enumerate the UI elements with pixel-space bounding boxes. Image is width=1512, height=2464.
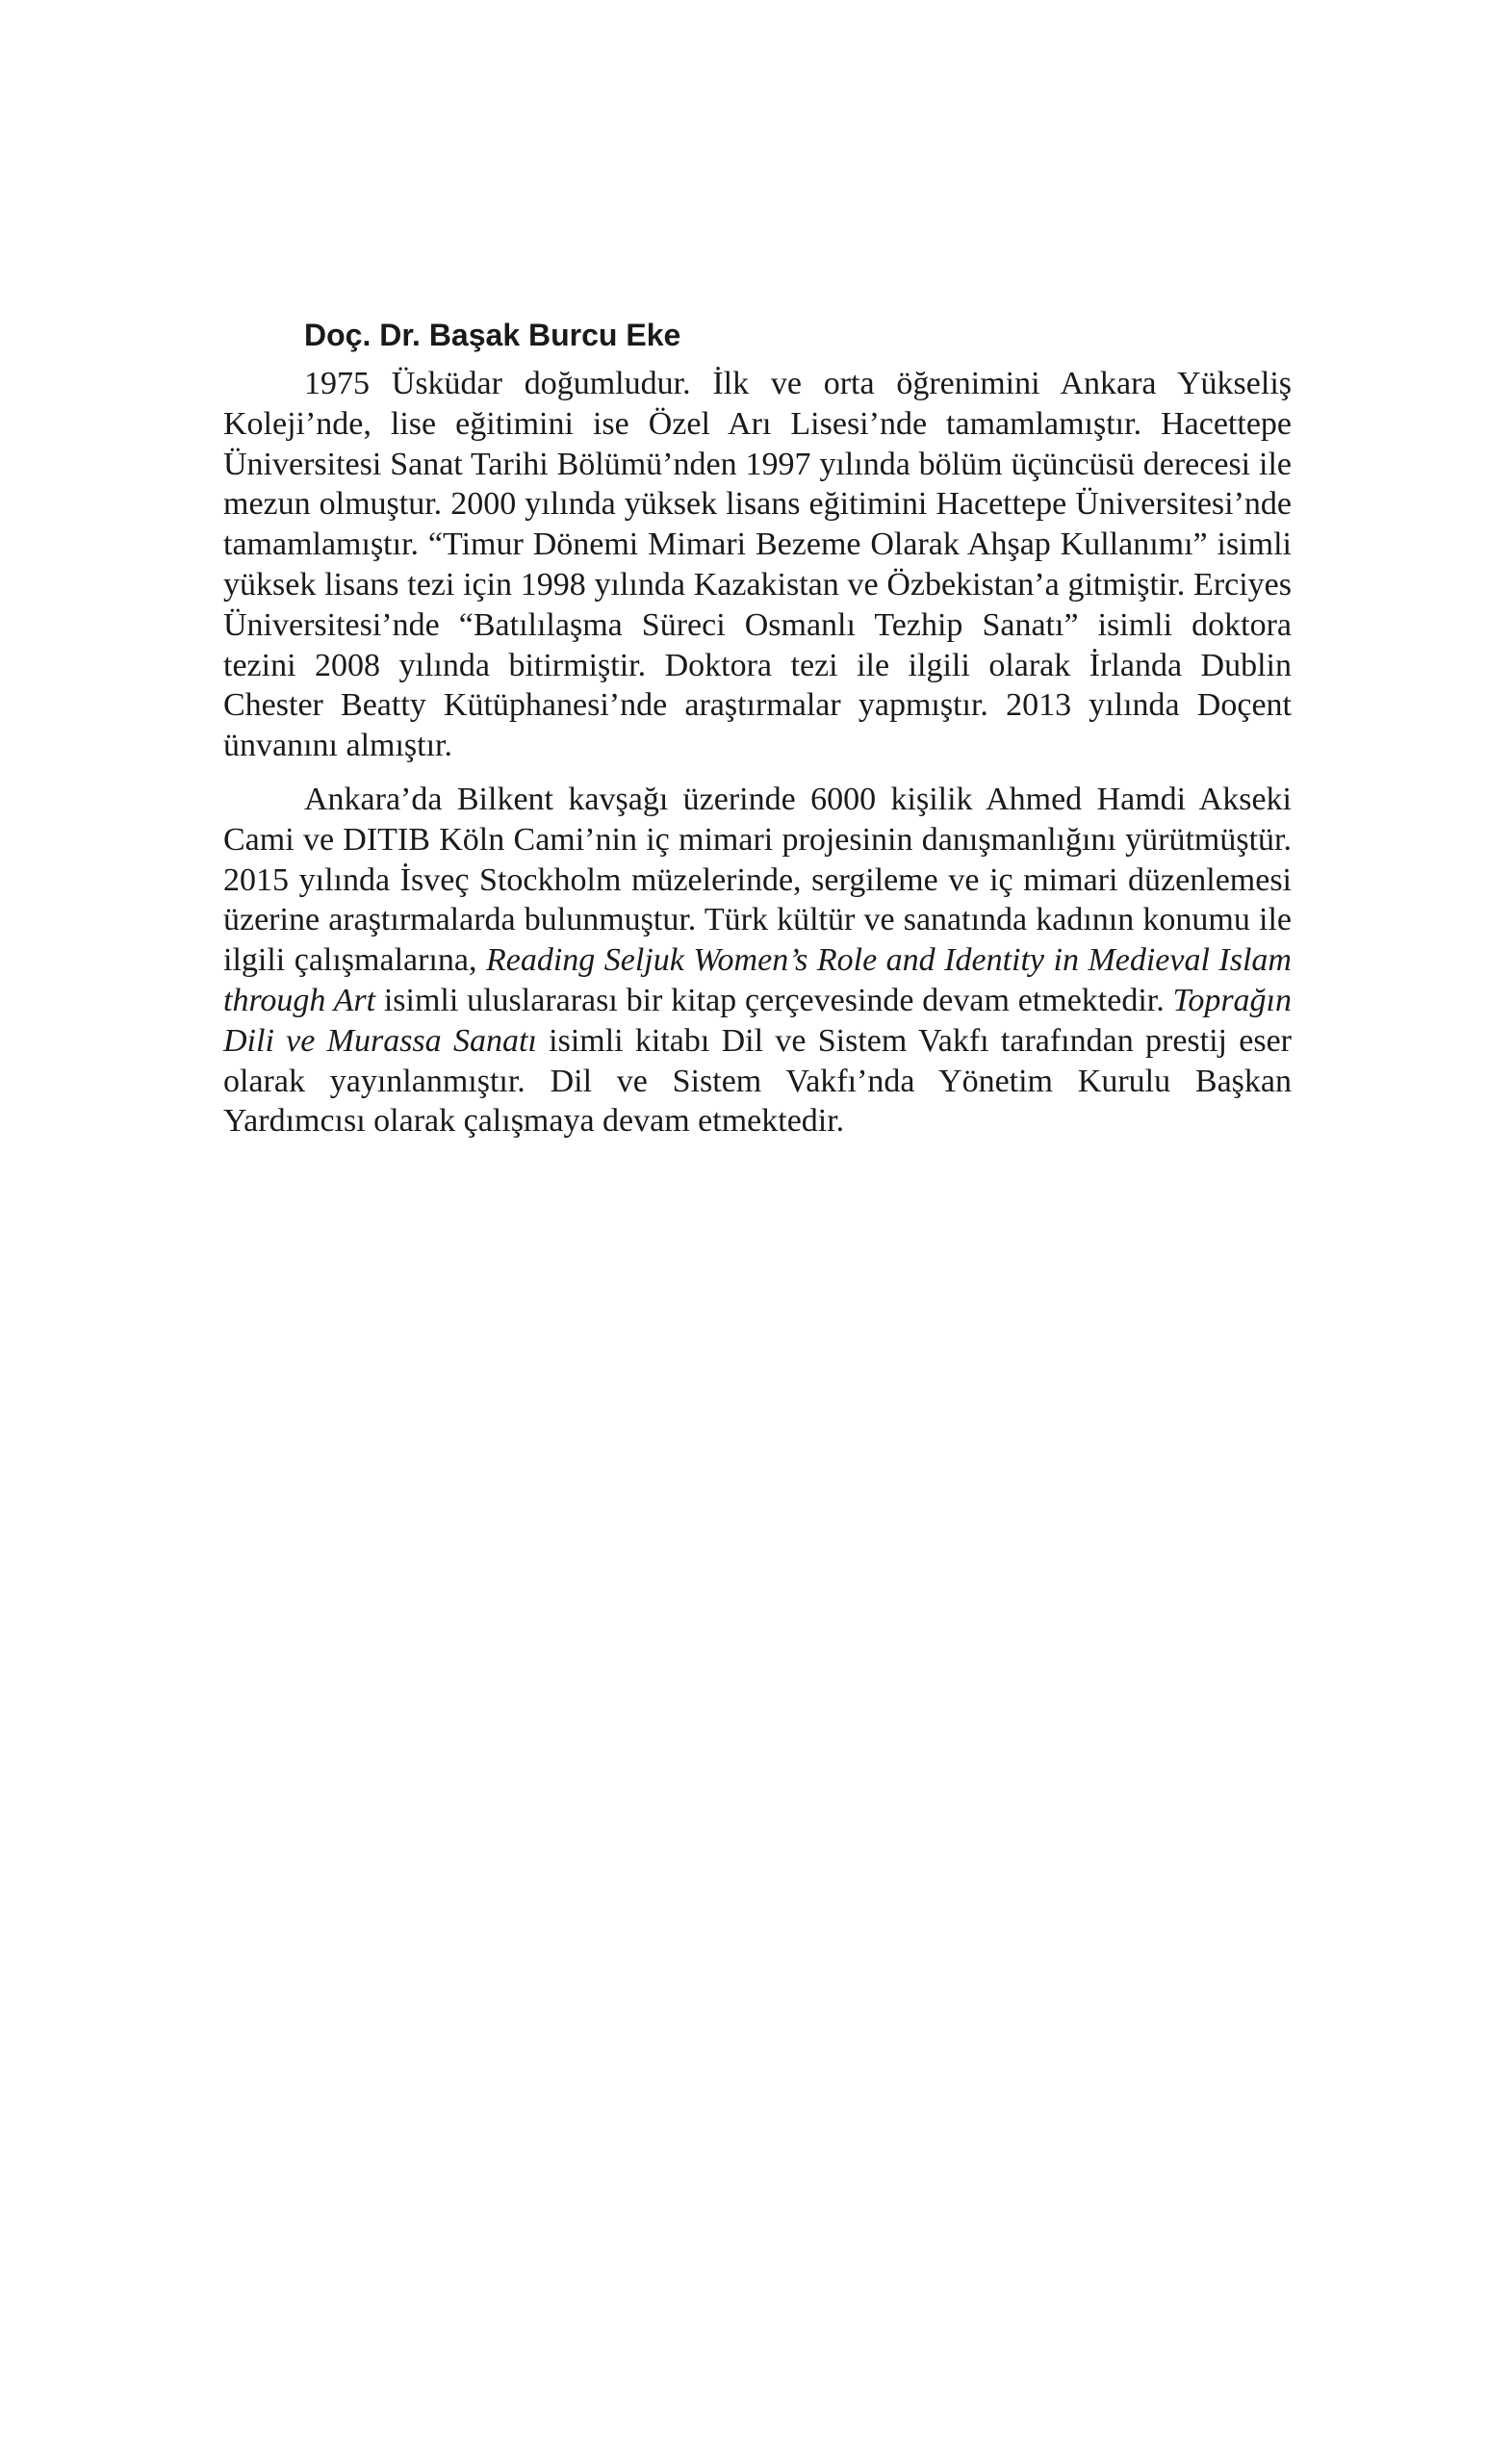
book-title-topragin-dili: Toprağın Dili ve Murassa Sanatı (223, 982, 1292, 1059)
biography-paragraph-1: 1975 Üsküdar doğumludur. İlk ve orta öğrenimini Ankara Yükseliş Koleji’nde, lise eğitimini ise Özel Arı Lisesi’nde tamamlamıştır. Hacettepe Üniversitesi Sanat Tarihi Bölümü’nden 1997 yılında bölüm üçüncüsü derecesi ile mezun olmuştur. 2000 yılında yüksek lisans eğitimini Hacettepe Üniversitesi’nde tamamlamıştır. “Timur Dönemi Mimari Bezeme Olarak Ahşap Kullanımı” isimli yüksek lisans tezi için 1998 yılında Kazakistan ve Özbekistan’a gitmiştir. Erciyes Üniversitesi’nde “Batılılaşma Süreci Osmanlı Tezhip Sanatı” isimli doktora tezini 2008 yılında bitirmiştir. Doktora tezi ile ilgili olarak İrlanda Dublin Chester Beatty Kütüphanesi’nde araştırmalar yapmıştır. 2013 yılında Doçent ünvanını almıştır. (223, 366, 1292, 764)
biography-paragraph-2 (223, 780, 1292, 1142)
biography-paragraph-2-intro: Ankara’da Bilkent kavşağı üzerinde 6000 kişilik Ahmed Hamdi Akseki Cami ve DITIB Köln Cami’nin iç mimari projesinin danışmanlığını yürütmüştür. 2015 yılında İsveç Stockholm müzelerinde, sergileme ve iç mimari düzenlemesi üzerine araştırmalarda bulunmuştur. Türk kültür ve sanatında kadının konumu ile ilgili çalışmalarına, (223, 781, 1292, 979)
book-title-reading-seljuk: Reading Seljuk Women’s Role and Identity in Medieval Islam through Art (223, 942, 1292, 1018)
biography-paragraph-2-middle: isimli uluslararası bir kitap çerçevesinde devam etmektedir. (375, 982, 1173, 1018)
biography-paragraph-2-end: isimli kitabı Dil ve Sistem Vakfı tarafından prestij eser olarak yayınlanmıştır. Dil ve Sistem Vakfı’nda Yönetim Kurulu Başkan Yardımcısı olarak çalışmaya devam etmektedir. (223, 1022, 1293, 1140)
author-name-heading: Doç. Dr. Başak Burcu Eke (304, 318, 681, 352)
biography-section (223, 314, 1292, 1155)
